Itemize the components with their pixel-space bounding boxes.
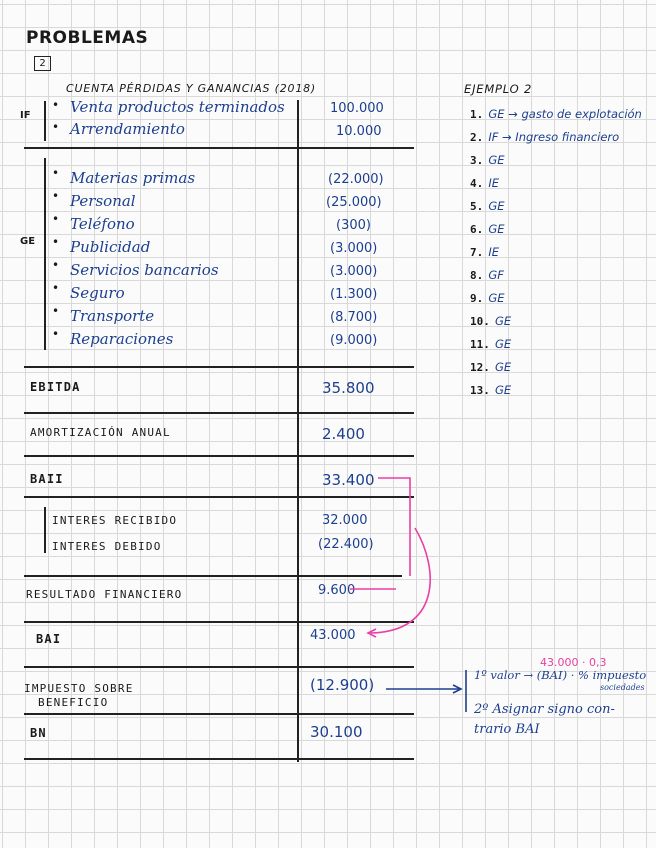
example-item-text: GE: [494, 383, 512, 397]
example-item-number: 12.: [470, 361, 490, 374]
expense-item-label: Materias primas: [70, 169, 196, 187]
example-item-number: 7.: [470, 246, 484, 259]
example-item-text: GE: [494, 314, 512, 328]
bullet-icon: •: [52, 98, 60, 112]
impuesto-value: (12.900): [310, 676, 375, 694]
bullet-icon: •: [52, 281, 60, 295]
expense-item-value: (1.300): [330, 287, 378, 302]
resultado-financiero-label: RESULTADO FINANCIERO: [26, 588, 183, 601]
problem-number-box: 2: [34, 56, 51, 71]
income-item-value: 10.000: [336, 124, 382, 139]
tax-step1-suffix: sociedades: [600, 683, 645, 692]
example-item-text: GE: [488, 153, 505, 167]
interes-debido-value: (22.400): [318, 537, 374, 552]
example-item-text: IF → Ingreso financiero: [488, 130, 620, 144]
bn-value: 30.100: [310, 723, 363, 741]
resultado-financiero-value: 9.600: [318, 583, 356, 598]
example-item-text: GF: [488, 268, 504, 282]
impuesto-label-line1: IMPUESTO SOBRE: [24, 682, 134, 695]
bai-label: BAI: [36, 632, 62, 646]
pink-curve-arrow: [370, 528, 430, 633]
page-title: PROBLEMAS: [26, 28, 149, 48]
bullet-icon: •: [52, 304, 60, 318]
income-group-label: IF: [20, 110, 31, 121]
example-item: [470, 195, 642, 218]
expense-item-value: (3.000): [330, 264, 378, 279]
example-item-text: GE: [494, 360, 512, 374]
expense-item-label: Teléfono: [70, 215, 135, 233]
baii-value: 33.400: [322, 471, 375, 489]
example-title: EJEMPLO 2: [464, 82, 533, 96]
example-item-number: 6.: [470, 223, 484, 236]
interes-debido-label: INTERES DEBIDO: [52, 540, 162, 553]
income-item-value: 100.000: [330, 101, 384, 116]
example-item: [470, 126, 642, 149]
expense-item-label: Seguro: [70, 284, 125, 302]
example-item: [470, 379, 642, 402]
tax-step2-line2: trario BAI: [474, 722, 540, 737]
example-item-text: GE → gasto de explotación: [488, 107, 642, 121]
example-item: [470, 218, 642, 241]
example-item-text: GE: [488, 222, 505, 236]
bullet-icon: •: [52, 258, 60, 272]
example-item: [470, 172, 642, 195]
bullet-icon: •: [52, 327, 60, 341]
ebitda-label: EBITDA: [30, 380, 81, 394]
bn-label: BN: [30, 726, 47, 740]
statement-header: CUENTA PÉRDIDAS Y GANANCIAS (2018): [66, 82, 317, 95]
pink-bracket-arrow: [378, 478, 410, 576]
interes-recibido-value: 32.000: [322, 513, 368, 528]
bai-value: 43.000: [310, 628, 356, 643]
example-item-text: IE: [488, 176, 500, 190]
example-item-number: 11.: [470, 338, 490, 351]
example-item: [470, 149, 642, 172]
expense-item-label: Transporte: [70, 307, 155, 325]
example-item: [470, 310, 642, 333]
bullet-icon: •: [52, 212, 60, 226]
bullet-icon: •: [52, 235, 60, 249]
expense-item-label: Personal: [70, 192, 136, 210]
expense-item-label: Servicios bancarios: [70, 261, 219, 279]
example-item-text: GE: [488, 199, 505, 213]
bullet-icon: •: [52, 189, 60, 203]
bullet-icon: •: [52, 166, 60, 180]
example-item-number: 5.: [470, 200, 484, 213]
expense-item-value: (8.700): [330, 310, 378, 325]
income-item-label: Arrendamiento: [70, 120, 185, 138]
amortizacion-value: 2.400: [322, 425, 365, 443]
example-item: [470, 241, 642, 264]
example-item: [470, 287, 642, 310]
example-item-number: 13.: [470, 384, 490, 397]
example-list: [470, 103, 642, 402]
example-item: [470, 333, 642, 356]
impuesto-label-line2: BENEFICIO: [38, 696, 109, 709]
amortizacion-label: AMORTIZACIÓN ANUAL: [30, 426, 171, 439]
example-item: [470, 103, 642, 126]
expense-item-value: (300): [336, 218, 371, 233]
ebitda-value: 35.800: [322, 379, 375, 397]
tax-formula: 43.000 · 0,3: [540, 656, 607, 669]
interes-recibido-label: INTERES RECIBIDO: [52, 514, 178, 527]
expense-item-value: (25.000): [326, 195, 382, 210]
expense-item-label: Publicidad: [70, 238, 151, 256]
expense-item-value: (22.000): [328, 172, 384, 187]
example-item-text: GE: [494, 337, 512, 351]
tax-step1: 1º valor → (BAI) · % impuesto: [474, 668, 647, 682]
expense-item-label: Reparaciones: [70, 330, 174, 348]
expense-item-value: (9.000): [330, 333, 378, 348]
example-item-number: 9.: [470, 292, 484, 305]
example-item-number: 2.: [470, 131, 484, 144]
bullet-icon: •: [52, 120, 60, 134]
expense-group-label: GE: [20, 236, 36, 247]
example-item: [470, 264, 642, 287]
example-item: [470, 356, 642, 379]
income-item-label: Venta productos terminados: [70, 98, 285, 116]
example-item-number: 4.: [470, 177, 484, 190]
expense-item-value: (3.000): [330, 241, 378, 256]
example-item-number: 1.: [470, 108, 484, 121]
example-item-number: 8.: [470, 269, 484, 282]
example-item-text: IE: [488, 245, 500, 259]
baii-label: BAII: [30, 472, 64, 486]
example-item-number: 3.: [470, 154, 484, 167]
tax-step2-line1: 2º Asignar signo con-: [474, 702, 615, 717]
example-item-text: GE: [488, 291, 505, 305]
example-item-number: 10.: [470, 315, 490, 328]
